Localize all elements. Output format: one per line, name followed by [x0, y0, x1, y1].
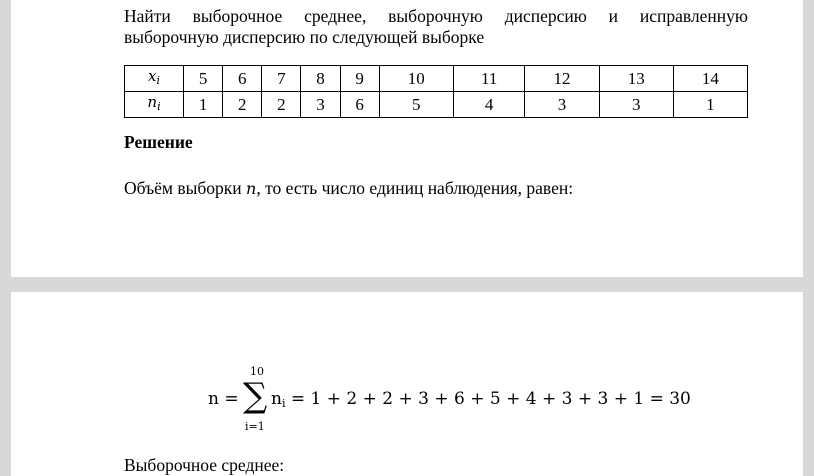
table-cell: 3 — [301, 92, 340, 118]
table-row-n — [125, 92, 748, 118]
page-2 — [11, 292, 803, 476]
sigma-icon: ∑ — [243, 376, 268, 416]
task-line-1: Найти выборочное среднее, выборочную дисперсию и исправленную — [124, 6, 748, 26]
table-cell: 4 — [453, 92, 525, 118]
table-cell: 7 — [262, 66, 301, 92]
task-statement — [124, 6, 748, 48]
sample-table — [124, 65, 748, 118]
table-cell: 6 — [223, 66, 262, 92]
formula-lhs: n = — [208, 389, 239, 409]
table-cell: 2 — [262, 92, 301, 118]
sample-size-formula — [208, 362, 691, 442]
table-cell: 14 — [673, 66, 747, 92]
table-cell: 5 — [379, 92, 453, 118]
sum-upper-limit: 10 — [250, 365, 264, 378]
table-cell: 5 — [184, 66, 223, 92]
table-cell: 10 — [379, 66, 453, 92]
table-cell: 3 — [525, 92, 599, 118]
table-cell: 6 — [340, 92, 379, 118]
sample-mean-label: Выборочное среднее: — [124, 455, 285, 475]
task-line-2: выборочную дисперсию по следующей выборке — [124, 27, 485, 47]
table-cell: 12 — [525, 66, 599, 92]
table-cell: 2 — [223, 92, 262, 118]
sum-lower-limit: i=1 — [245, 420, 265, 433]
variable-n: n — [246, 179, 257, 198]
table-row-x — [125, 66, 748, 92]
table-cell: 9 — [340, 66, 379, 92]
formula-rhs: $n_i = 1 + 2 + 2 + 3 + 6 + 5 + 4 + 3 + 3 + 1 = 30$ — [271, 389, 691, 410]
row-n-label: $n_i$ — [125, 92, 184, 118]
table-cell: 8 — [301, 66, 340, 92]
table-cell: 3 — [599, 92, 673, 118]
page-1 — [11, 0, 803, 277]
table-cell: 11 — [453, 66, 525, 92]
table-cell: 1 — [184, 92, 223, 118]
solution-heading: Решение — [124, 132, 193, 152]
row-x-label: $x_i$ — [125, 66, 184, 92]
sample-size-paragraph: Объём выборки n, то есть число единиц наблюдения, равен: — [124, 178, 574, 198]
table-cell: 13 — [599, 66, 673, 92]
table-cell: 1 — [673, 92, 747, 118]
